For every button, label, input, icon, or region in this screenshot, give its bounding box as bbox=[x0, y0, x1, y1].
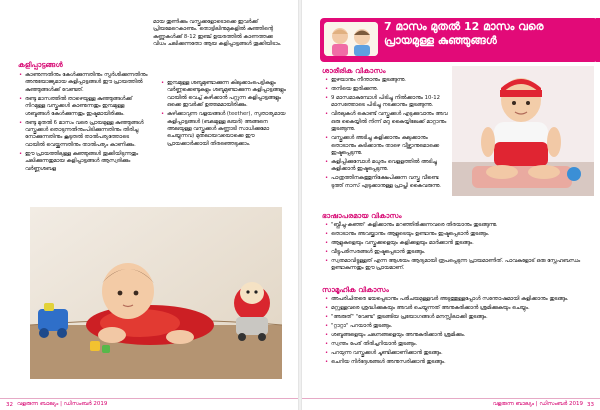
list-item: • വിരലുകൾ കൊണ്ട് വസ്തുക്കൾ എടുക്കുവാനും അവ ഒരു കൈയ്യിൽ നിന്ന് മറു കൈയ്യിലേക്ക് മാറ്റാനും തുടങ്ങുന്നു. bbox=[331, 111, 451, 133]
list-item: • മറ്റുള്ളവരെ ശ്രദ്ധിക്കുകയും അവർ ചെയ്യുന്നത് അനുകരിക്കാൻ ശ്രമിക്കുകയും ചെയ്യും. bbox=[331, 305, 599, 312]
edge-accent-bar bbox=[596, 18, 600, 62]
list-item: • ചെറിയ നിർദ്ദേശങ്ങൾ അനുസരിക്കാൻ തുടങ്ങും. bbox=[331, 359, 599, 366]
list-item: • ഈ പ്രായത്തിലുള്ള കുഞ്ഞുങ്ങൾ തൂക്കിയിടുന്നതും ചലിക്കുന്നതുമായ കളിപ്പാട്ടങ്ങൾ ആസ്വദിക്കും വർണ്ണശബള bbox=[25, 151, 150, 173]
section-title-toys: കളിപ്പാട്ടങ്ങൾ bbox=[18, 60, 63, 69]
physical-list bbox=[324, 77, 451, 192]
list-item: • രണ്ടു മുതൽ 6 മാസം വരെ പ്രായമുള്ള കുഞ്ഞുങ്ങൾ വസ്തുക്കൾ തൊടുന്നതിനുംപിടിക്കുന്നതിനും തിരിച്ചു നോക്കുന്നതിനും കൂടുതൽ താൽപര്യത്തോടെ വായിൽ വെയ്ക്കുന്നതിനും താൽപര്യം കാണിക്കും. bbox=[25, 120, 150, 150]
page-number: 33 bbox=[587, 401, 594, 408]
toys-paragraph-col2: മായ തുണിക്കും വസ്തുക്കളോടൊക്കെ ഇവർക്ക് പ്രിയമേറെകാണും. തൊട്ടിലിനുമുകളിൽ കുഞ്ഞിന്റെ കണ്ണുകൾക്ക് 8-12 ഇഞ്ച് ഉയരത്തിൽ കാണത്തക്ക വിധം ചലിക്കുന്നതോ ആയ കളിപ്പാട്ടങ്ങൾ തൂക്കിയിടാം. bbox=[153, 19, 282, 48]
list-item: • പറയുന്ന വസ്തുക്കൾ ചൂണ്ടിക്കാണിക്കാൻ തുടങ്ങും. bbox=[331, 350, 599, 357]
list-item: • "ബ്ലീച്ചു-കഞ്ഞ" കളിക്കാനും മറഞ്ഞിരിക്കുന്നവരെ തിരയാനും തുടങ്ങുന്നു. bbox=[331, 222, 599, 229]
toys-list-col2 bbox=[160, 80, 290, 150]
list-item: • വസ്തുക്കൾ അടിച്ചു കളിക്കാനും കുലുക്കാനും തൊടാനും കടിക്കാനും താഴെ വീഴ്ത്താനുമൊക്കെ ഇഷ്ടപ്പെടുന്നു. bbox=[331, 135, 451, 157]
list-item: • തൊടാനും അവയ്ക്കാനും ആളുടെയും ഉണ്ടാനും ഇഷ്ടപ്പെടാൻ തുടങ്ങും. bbox=[331, 231, 599, 238]
section-title-physical: ശാരീരിക വികാസം bbox=[322, 66, 386, 75]
babies-thumbnail bbox=[324, 22, 378, 56]
left-page bbox=[0, 0, 298, 410]
list-item: • ഇഴയാനും നീന്താനും തുടങ്ങുന്നു. bbox=[331, 77, 451, 84]
section-title-language: ഭാഷാപരമായ വികാസം bbox=[322, 211, 402, 220]
list-item: • ശബ്ദങ്ങളെയും ചലനങ്ങളെയും അനുകരിക്കാൻ ശ്രമിക്കും. bbox=[331, 332, 599, 339]
language-list bbox=[324, 222, 599, 274]
footer-text: വളരുന്ന ബാല്യം | ഡിസംബർ 2019 bbox=[17, 401, 108, 407]
list-item: • രണ്ടു മാസത്തിൽ താഴെയുള്ള കുഞ്ഞുങ്ങൾക്ക് നിറമുള്ള വസ്തുക്കൾ കാണുന്നതും ഇമ്പമുള്ള ശബ്ദങ്ങൾ കേൾക്കുന്നതും ഇഷ്ടമായിരിക്കും. bbox=[25, 96, 150, 118]
toddler-sitting-photo bbox=[452, 66, 594, 196]
right-page bbox=[302, 0, 600, 410]
list-item: • സ്വന്തം പേര് തിരിച്ചറിയാൻ തുടങ്ങും. bbox=[331, 341, 599, 348]
list-item: • ഇമ്പമുള്ള ശബ്ദമുണ്ടാക്കുന്ന കിലുക്കാംപെട്ടികളും വർണ്ണക്കെണ്ടുകളും ശബ്ദമുണ്ടാക്കുന്ന കളിപ്പാട്ടങ്ങളും വായിൽ വെച്ച് കഴിക്കാൻ പറ്റുന്ന കളിപ്പാട്ടങ്ങളും ഒക്കെ ഇവർക്ക് ഉത്തമമായിരിക്കും. bbox=[167, 80, 290, 110]
list-item: • കളിപ്പിക്കുമ്പോൾ മധുരം വെളളത്തിൽ അടിച്ചു കളിക്കാൻ ഇഷ്ടപ്പെടുന്നു. bbox=[331, 159, 451, 174]
page-title: 7 മാസം മുതൽ 12 മാസം വരെ പ്രായമുള്ള കുഞ്ഞുങ്ങൾ bbox=[384, 20, 544, 47]
right-footer bbox=[302, 398, 600, 410]
baby-crawling-photo bbox=[30, 207, 282, 379]
list-item: • "അരുത്" "വേണ്ട" തുടങ്ങിയ പ്രയോഗങ്ങൾ മനസ്സിലാക്കി തുടങ്ങും. bbox=[331, 314, 599, 321]
list-item: • പാത്രത്തിനകത്തുനിക്ഷേപിക്കുന്ന വസ്തു വീണ്ടെ ടുത്ത് നാസ് എടുക്കാനുള്ള പ്രാപ്തി കൈവരുന്നു. bbox=[331, 175, 451, 190]
list-item: • കാണുന്നതിനും കേൾക്കുന്നതിനും സ്പർശിക്കുന്നതിനും അനുയോജ്യമായ കളിപ്പാട്ടങ്ങൾ ഈ പ്രായത്തിൽ കുഞ്ഞുങ്ങൾക്ക് വേണ്ടത്. bbox=[25, 72, 150, 94]
list-item: • വീട്ടുപരിസരങ്ങൾ ഇഷ്ടപ്പെടാൻ തുടങ്ങും. bbox=[331, 249, 599, 256]
toys-list-col1 bbox=[18, 72, 150, 175]
list-item: • ആളുകളെയും വസ്തുക്കളെയും കളിക്കളയും മാർക്കാൻ തുടങ്ങും. bbox=[331, 240, 599, 247]
list-item: • സ്വതമാവിട്ടുള്ളത് എന്ന ആശയം ആദ്യമായി രൂപപ്പെടുന്ന പ്രായമാണിത്. പാവകളോട് ഒരു സ്നേഹബന്ധം ഉണ്ടാകുന്നതും ഈ പ്രായമാണ്. bbox=[331, 258, 599, 273]
left-footer bbox=[0, 398, 298, 410]
list-item: • കഴിക്കാവുന്ന വളയങ്ങൾ (teether), സുതാര്യമായ കളിപ്പാട്ടങ്ങൾ (ബലമുള്ള ലയർ) അങ്ങനെ അലയുള്ള വസ്തുക്കൾ കണ്ണാടി സാധിക്കുമോ ചെയ്യുന്നവ) മുതലായവയൊക്കെ ഈ പ്രായക്കാർക്കായി തിരഞ്ഞെടുക്കാം. bbox=[167, 111, 290, 148]
list-item: • 9 മാസമാകുമ്പോൾ പിടിച്ചു നിൽക്കാനും 10-12 മാസത്തോടെ പിടിച്ചു നടക്കാനും തുടങ്ങുന്നു. bbox=[331, 95, 451, 110]
footer-text: വളരുന്ന ബാല്യം | ഡിസംബർ 2019 bbox=[492, 401, 583, 407]
section-title-social: സാമൂഹിക വികാസം bbox=[322, 285, 389, 294]
social-list bbox=[324, 296, 599, 368]
list-item: • അപരിചിതരെ ഭയപ്പെടാനും പരിചയമുള്ളവർ അടുത്തുള്ളപ്പോൾ സന്തോഷമായി കളിക്കാനും തുടങ്ങും. bbox=[331, 296, 599, 303]
list-item: • "റ്റാറ്റാ" പറയാൻ തുടങ്ങും. bbox=[331, 323, 599, 330]
page-number: 32 bbox=[6, 401, 13, 408]
list-item: • തനിയെ ഇരിക്കുന്നു. bbox=[331, 86, 451, 93]
